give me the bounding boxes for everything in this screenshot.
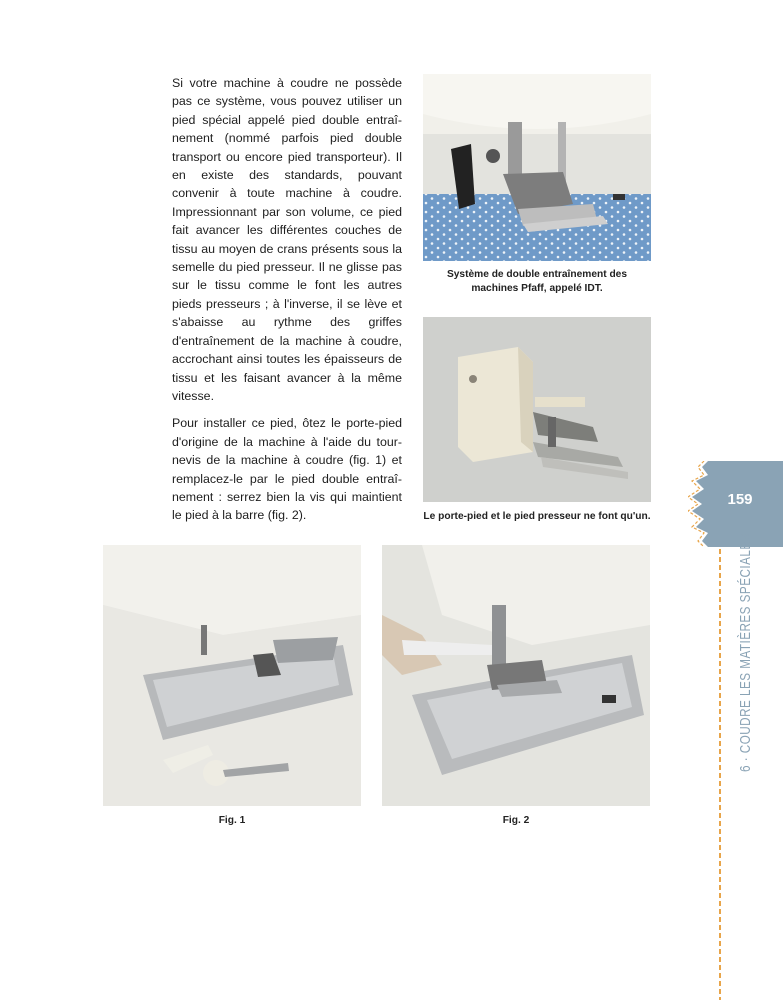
caption-fig-2: Fig. 2 (502, 815, 530, 826)
page-number: 159 (727, 491, 753, 508)
chapter-label-text: 6 · COUDRE LES MATIÈRES SPÉCIALES (737, 533, 754, 772)
photo-fig-1 (103, 545, 361, 806)
caption-photo-mid: Le porte-pied et le pied presseur ne font qu'un. (423, 511, 651, 522)
paragraph-2: Pour installer ce pied, ôtez le porte-pied d'origine de la machine à l'aide du tournevis de la machine à coudre (fig. 1) et remplacez-le par le pied double entraînement : serrez bien la vis qui maintient le pied à la barre (fig. 2). (172, 416, 402, 523)
caption-fig-1: Fig. 1 (218, 815, 246, 826)
photo-walking-foot (423, 317, 651, 502)
chapter-label (737, 466, 754, 772)
photo-pfaff-idt (423, 74, 651, 261)
caption-photo-top: Système de double entraînement des machines Pfaff, appelé IDT. (446, 269, 628, 294)
photo-fig-2 (382, 545, 650, 806)
dashed-margin-line (718, 549, 722, 1000)
body-text-column (172, 74, 402, 534)
paragraph-1: Si votre machine à coudre ne possède pas ce système, vous pouvez utiliser un pied spécial appelé pied double entraînement (nommé parfois pied double transport ou encore pied transporteur). Il en existe des standards, pouvant convenir à toute machine à coudre. Impressionnant par son volume, ce pied fait avancer les différentes couches de tissu au moyen de crans présents sous la semelle du pied presseur. Il ne glisse pas sur le tissu comme le font les autres pieds presseurs ; à l'inverse, il se lève et s'abaisse au rythme des griffes d'entraînement de la machine à coudre, accrochant ainsi toutes les épaisseurs de tissu et les faisant avancer à la même vitesse. (172, 76, 402, 403)
